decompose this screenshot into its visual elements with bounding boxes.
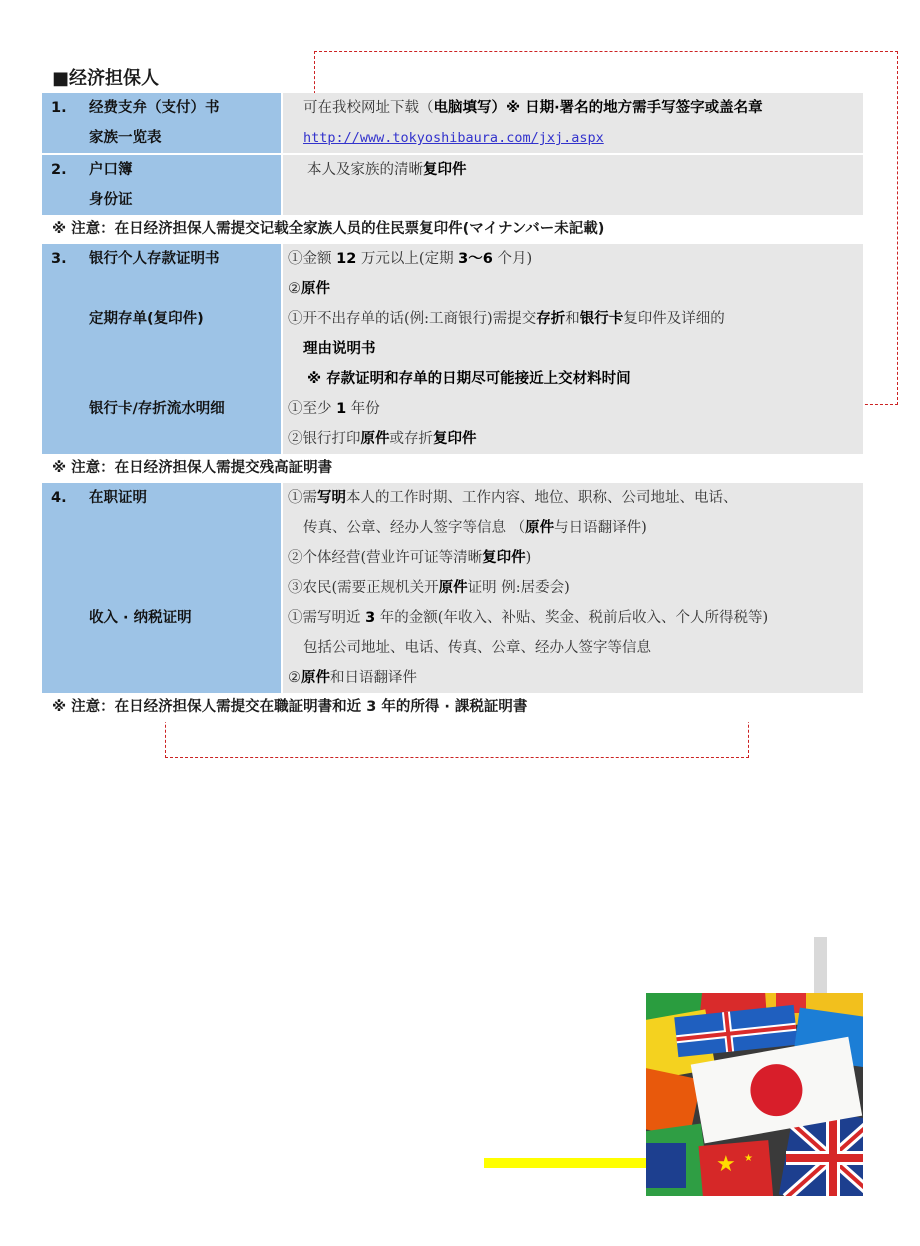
text: 证明 例:居委会) xyxy=(467,580,570,596)
text: ①至少 xyxy=(288,401,337,417)
international-flags-photo xyxy=(646,993,863,1196)
text: ①金额 xyxy=(288,251,337,267)
text: ③农民(需要正规机关开 xyxy=(288,580,439,596)
text: ② xyxy=(288,281,301,297)
text: ①需 xyxy=(288,490,317,506)
decorative-gray-bar xyxy=(814,937,827,995)
emphasis-text: 理由说明书 xyxy=(303,341,376,357)
document-label: 在职证明 xyxy=(89,490,147,506)
table-row xyxy=(42,244,863,454)
text: ) xyxy=(525,550,532,566)
row-content-cell xyxy=(282,93,863,154)
row-label-cell xyxy=(42,244,282,454)
emphasis-text: 复印件 xyxy=(482,550,526,566)
text: 和日语翻译件 xyxy=(330,670,417,686)
row-label-cell xyxy=(42,93,282,154)
document-label: 银行个人存款证明书 xyxy=(89,251,220,267)
emphasis-text: 12 xyxy=(336,251,357,267)
row-number: 1. xyxy=(51,100,67,116)
document-requirements-table xyxy=(42,93,863,722)
text: 传真、公章、经办人签字等信息 （ xyxy=(303,520,526,536)
text: ② xyxy=(288,670,301,686)
table-row xyxy=(42,154,863,215)
emphasis-text: 复印件 xyxy=(433,431,477,447)
emphasis-text: 原件 xyxy=(301,281,330,297)
text: ②个体经营(营业许可证等清晰 xyxy=(288,550,483,566)
text: ①开不出存单的话(例:工商银行)需提交 xyxy=(288,311,537,327)
text: 可在我校网址下载（ xyxy=(303,100,434,116)
text: 万元以上(定期 xyxy=(356,251,459,267)
row-content-cell xyxy=(282,483,863,693)
row-number: 3. xyxy=(51,251,67,267)
text: 年份 xyxy=(346,401,380,417)
text: 本人的工作时期、工作内容、地位、职称、公司地址、电话、 xyxy=(346,490,738,506)
emphasis-text: 3 xyxy=(365,610,376,626)
document-label: 身份证 xyxy=(89,192,133,208)
decorative-yellow-bar xyxy=(484,1158,646,1168)
note-line: ※ 注意：在日经济担保人需提交在職証明書和近 3 年的所得 · 課税証明書 xyxy=(42,693,863,722)
emphasis-text: 存折 xyxy=(536,311,566,327)
text: ②银行打印 xyxy=(288,431,361,447)
row-content-cell xyxy=(282,244,863,454)
flags-illustration xyxy=(646,993,863,1196)
emphasis-text: 原件 xyxy=(360,431,390,447)
document-label: 定期存单(复印件) xyxy=(89,311,204,327)
svg-text:★: ★ xyxy=(744,1153,753,1164)
row-content-cell xyxy=(282,154,863,215)
document-label: 经费支弁（支付）书 xyxy=(89,100,220,116)
row-number: 4. xyxy=(51,490,67,506)
emphasis-text: 复印件 xyxy=(423,162,467,178)
row-label-cell xyxy=(42,154,282,215)
text: 包括公司地址、电话、传真、公章、经办人签字等信息 xyxy=(303,640,651,656)
text: 和 xyxy=(565,311,580,327)
table-row xyxy=(42,483,863,693)
text: 或存折 xyxy=(389,431,433,447)
emphasis-text: 3～6 xyxy=(458,251,493,267)
text: 个月) xyxy=(492,251,533,267)
emphasis-text: 1 xyxy=(336,401,347,417)
section-title: ■经济担保人 xyxy=(52,68,160,89)
text: ①需写明近 xyxy=(288,610,366,626)
text: 本人及家族的清晰 xyxy=(307,162,423,178)
text: 复印件及详细的 xyxy=(623,311,725,327)
document-label: 家族一览表 xyxy=(89,130,162,146)
document-label: 户口簿 xyxy=(89,162,133,178)
emphasis-text: 电脑填写 xyxy=(433,100,492,116)
note-line: ※ 注意：在日经济担保人需提交残高証明書 xyxy=(42,454,863,483)
text: 年的金额(年收入、补贴、奖金、税前后收入、个人所得税等) xyxy=(375,610,769,626)
text: 与日语翻译件) xyxy=(554,520,647,536)
note-line: ※ 注意：在日经济担保人需提交记载全家族人员的住民票复印件(マイナンバー未記載) xyxy=(42,215,863,244)
table-row xyxy=(42,93,863,154)
document-label: 收入 · 纳税证明 xyxy=(89,610,192,626)
emphasis-text: 银行卡 xyxy=(579,311,624,327)
download-link[interactable]: http://www.tokyoshibaura.com/jxj.aspx xyxy=(303,130,604,146)
document-label: 银行卡/存折流水明细 xyxy=(89,401,225,417)
row-number: 2. xyxy=(51,162,67,178)
emphasis-text: 原件 xyxy=(301,670,330,686)
svg-text:★: ★ xyxy=(716,1152,736,1177)
row-label-cell xyxy=(42,483,282,693)
emphasis-text: ）※ 日期·署名的地方需手写签字或盖名章 xyxy=(491,100,763,116)
emphasis-text: 原件 xyxy=(525,520,555,536)
emphasis-text: 原件 xyxy=(438,580,468,596)
emphasis-text: ※ 存款证明和存单的日期尽可能接近上交材料时间 xyxy=(307,371,631,387)
emphasis-text: 写明 xyxy=(317,490,346,506)
